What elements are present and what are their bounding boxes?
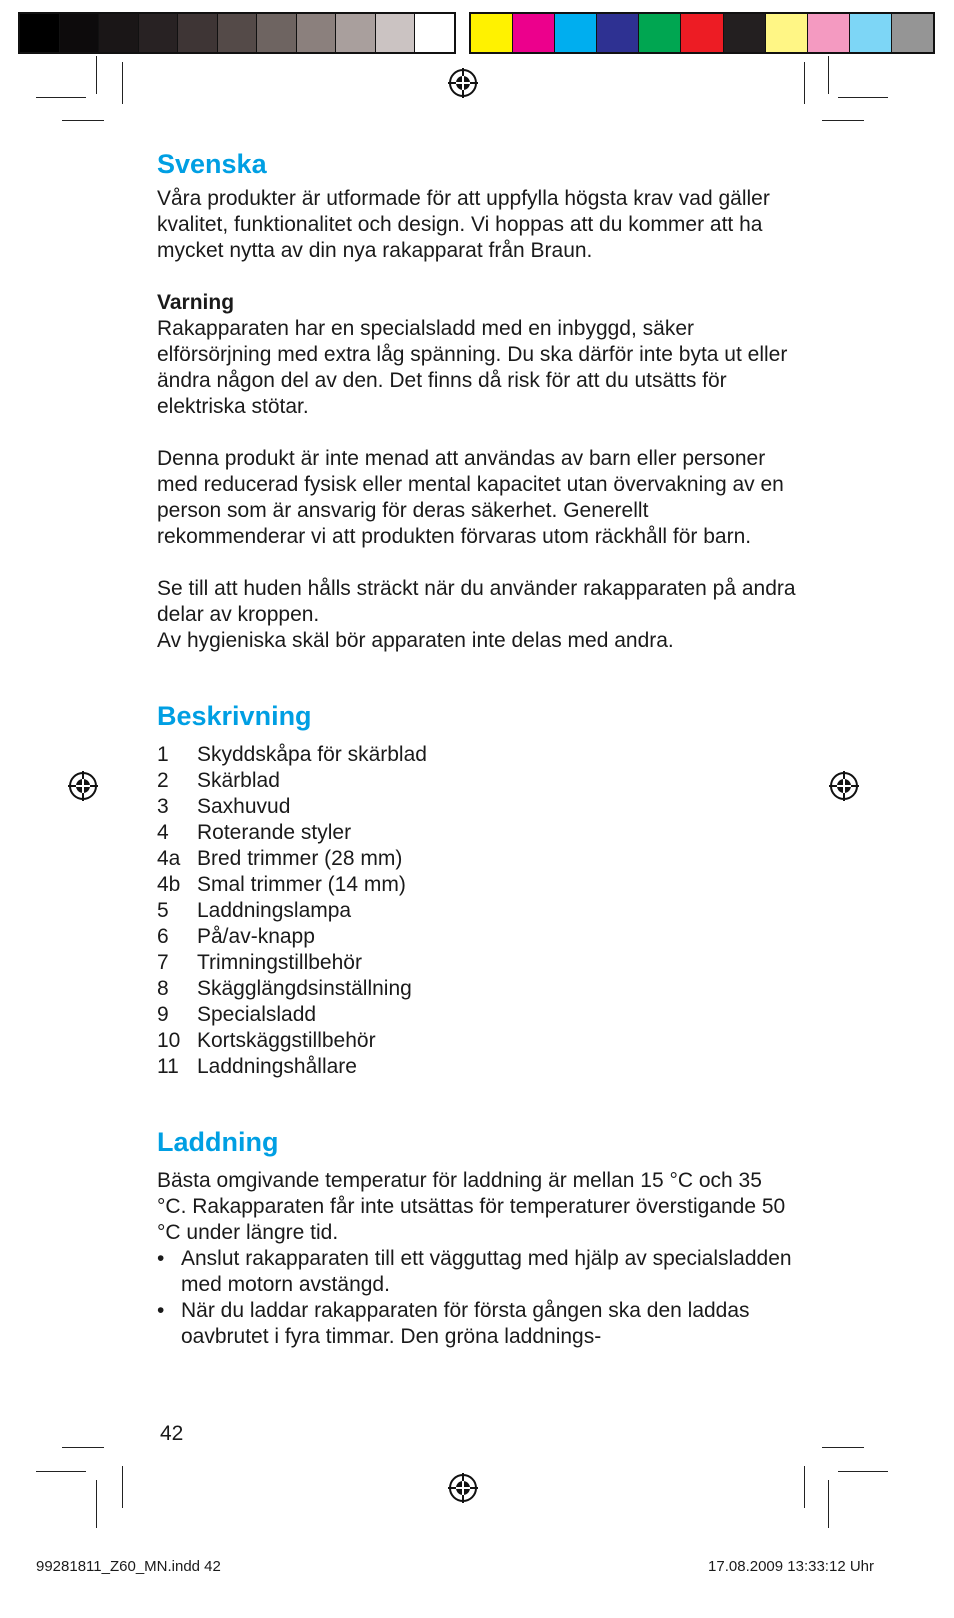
color-swatch <box>297 14 337 52</box>
crop-mark <box>96 1480 97 1528</box>
parts-list-item <box>157 794 797 820</box>
part-label: Skägglängdsinställning <box>197 977 412 1000</box>
grayscale-swatch-group <box>18 12 456 54</box>
part-label: Skärblad <box>197 769 280 792</box>
hygiene-paragraph: Av hygieniska skäl bör apparaten inte delas med andra. <box>157 629 674 652</box>
charging-bullet-item <box>157 1246 797 1298</box>
crop-mark <box>838 1471 888 1472</box>
bullet-icon: • <box>157 1299 165 1322</box>
color-swatch <box>513 14 555 52</box>
part-number: 7 <box>157 951 169 974</box>
color-swatch <box>808 14 850 52</box>
crop-mark <box>122 1466 123 1508</box>
part-label: Trimningstillbehör <box>197 951 362 974</box>
parts-list-item <box>157 950 797 976</box>
color-swatch <box>20 14 60 52</box>
color-swatch-group <box>469 12 935 54</box>
part-label: Laddningshållare <box>197 1055 357 1078</box>
footer-file-info: 99281811_Z60_MN.indd 42 <box>36 1558 221 1575</box>
part-label: Skyddskåpa för skärblad <box>197 743 427 766</box>
part-number: 5 <box>157 899 169 922</box>
part-number: 8 <box>157 977 169 1000</box>
crop-mark <box>62 1447 104 1448</box>
color-swatch <box>597 14 639 52</box>
part-number: 1 <box>157 743 169 766</box>
color-swatch <box>681 14 723 52</box>
intro-paragraph: Våra produkter är utformade för att uppfylla högsta krav vad gäller kvalitet, funktionalitet och design. Vi hoppas att du kommer att ha mycket nytta av din nya rakapparat från Braun. <box>157 187 770 262</box>
parts-list-item <box>157 820 797 846</box>
bullet-icon: • <box>157 1247 165 1270</box>
part-number: 4b <box>157 873 181 896</box>
part-number: 4 <box>157 821 169 844</box>
color-swatch <box>336 14 376 52</box>
parts-list-item <box>157 768 797 794</box>
crop-mark <box>36 97 86 98</box>
bullet-text: Anslut rakapparaten till ett vägguttag med hjälp av specialsladden med motorn avstängd. <box>181 1247 792 1296</box>
part-number: 9 <box>157 1003 169 1026</box>
color-swatch <box>555 14 597 52</box>
parts-list-item <box>157 1028 797 1054</box>
color-swatch <box>471 14 513 52</box>
color-swatch <box>139 14 179 52</box>
warning-title: Varning <box>157 291 235 314</box>
color-swatch <box>218 14 258 52</box>
parts-list <box>157 742 797 1080</box>
part-label: Specialsladd <box>197 1003 317 1026</box>
part-number: 2 <box>157 769 169 792</box>
registration-mark-icon <box>829 771 859 801</box>
parts-list-item <box>157 1002 797 1028</box>
color-swatch <box>257 14 297 52</box>
registration-mark-icon <box>448 68 478 98</box>
part-label: Laddningslampa <box>197 899 352 922</box>
manual-content <box>157 148 797 1350</box>
charging-bullet-list <box>157 1246 797 1350</box>
crop-mark <box>822 1447 864 1448</box>
bullet-text: När du laddar rakapparaten för första gången ska den laddas oavbrutet i fyra timmar. Den gröna laddnings- <box>181 1299 750 1348</box>
registration-mark-icon <box>448 1473 478 1503</box>
parts-list-item <box>157 846 797 872</box>
color-swatch <box>724 14 766 52</box>
section-heading-laddning: Laddning <box>157 1127 279 1157</box>
crop-mark <box>62 120 104 121</box>
part-number: 10 <box>157 1029 181 1052</box>
part-label: Smal trimmer (14 mm) <box>197 873 406 896</box>
crop-mark <box>96 56 97 94</box>
part-label: Saxhuvud <box>197 795 291 818</box>
charging-paragraph: Bästa omgivande temperatur för laddning är mellan 15 °C och 35 °C. Rakapparaten får inte utsättas för temperaturer överstigande 50 °C under längre tid. <box>157 1169 786 1244</box>
section-heading-beskrivning: Beskrivning <box>157 701 312 731</box>
color-swatch <box>892 14 933 52</box>
parts-list-item <box>157 898 797 924</box>
crop-mark <box>804 1466 805 1508</box>
footer-timestamp: 17.08.2009 13:33:12 Uhr <box>708 1558 874 1575</box>
crop-mark <box>804 62 805 104</box>
crop-mark <box>122 62 123 104</box>
parts-list-item <box>157 976 797 1002</box>
parts-list-item <box>157 872 797 898</box>
part-number: 4a <box>157 847 181 870</box>
color-swatch <box>766 14 808 52</box>
color-swatch <box>178 14 218 52</box>
registration-mark-icon <box>68 771 98 801</box>
part-label: Kortskäggstillbehör <box>197 1029 376 1052</box>
part-number: 3 <box>157 795 169 818</box>
color-swatch <box>99 14 139 52</box>
warning-paragraph: Rakapparaten har en specialsladd med en inbyggd, säker elförsörjning med extra låg spänning. Du ska därför inte byta ut eller ändra någon del av den. Det finns då risk för att du utsätts för elektriska stötar. <box>157 317 788 418</box>
part-number: 6 <box>157 925 169 948</box>
part-label: Bred trimmer (28 mm) <box>197 847 403 870</box>
section-heading-svenska: Svenska <box>157 149 267 179</box>
parts-list-item <box>157 742 797 768</box>
part-number: 11 <box>157 1055 179 1078</box>
parts-list-item <box>157 924 797 950</box>
part-label: På/av-knapp <box>197 925 315 948</box>
color-swatch <box>60 14 100 52</box>
crop-mark <box>36 1471 86 1472</box>
color-calibration-bar <box>18 12 935 54</box>
crop-mark <box>828 1480 829 1528</box>
color-swatch <box>850 14 892 52</box>
color-swatch <box>415 14 454 52</box>
color-swatch <box>376 14 416 52</box>
charging-bullet-item <box>157 1298 797 1350</box>
part-label: Roterande styler <box>197 821 352 844</box>
crop-mark <box>822 120 864 121</box>
children-warning-paragraph: Denna produkt är inte menad att användas av barn eller personer med reducerad fysisk eller mental kapacitet utan övervakning av en person som är ansvarig för deras säkerhet. Generellt rekommenderar vi att produkten förvaras utom räckhåll för barn. <box>157 447 784 548</box>
color-swatch <box>639 14 681 52</box>
page-number: 42 <box>160 1422 184 1445</box>
skin-paragraph: Se till att huden hålls sträckt när du använder rakapparaten på andra delar av kroppen. <box>157 577 796 626</box>
crop-mark <box>828 56 829 94</box>
parts-list-item <box>157 1054 797 1080</box>
crop-mark <box>838 97 888 98</box>
